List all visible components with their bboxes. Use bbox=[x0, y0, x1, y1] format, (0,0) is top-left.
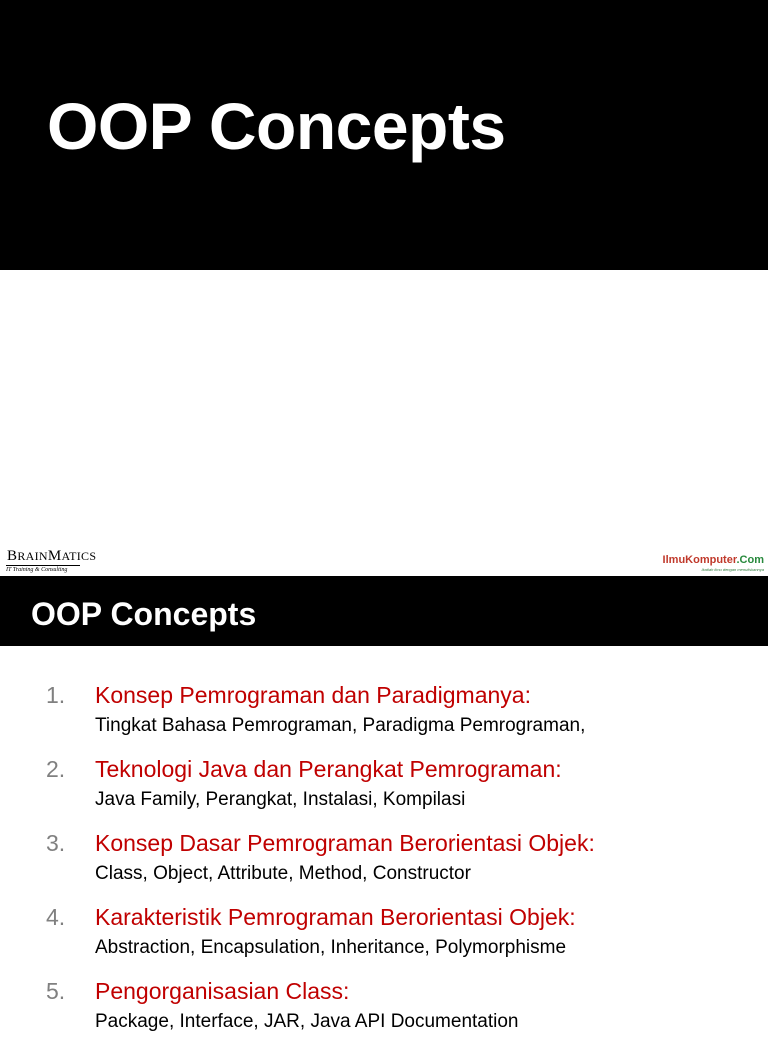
item-heading: Konsep Dasar Pemrograman Berorientasi Objek: bbox=[95, 830, 595, 856]
item-description: Java Family, Perangkat, Instalasi, Kompilasi bbox=[95, 789, 466, 810]
item-heading: Pengorganisasian Class: bbox=[95, 978, 350, 1004]
brainmatics-tagline: IT Training & Consulting bbox=[6, 567, 68, 573]
item-number: 4. bbox=[46, 904, 66, 930]
slide-2 bbox=[0, 546, 768, 1032]
item-description: Package, Interface, JAR, Java API Documentation bbox=[95, 1011, 519, 1032]
item-heading: Teknologi Java dan Perangkat Pemrograman: bbox=[95, 756, 562, 782]
topic-list bbox=[0, 682, 768, 1052]
slide-title: OOP Concepts bbox=[31, 596, 257, 632]
list-item bbox=[0, 978, 768, 1052]
brainmatics-wordmark: BRAINMATICS bbox=[7, 548, 97, 564]
list-item bbox=[0, 682, 768, 756]
item-number: 5. bbox=[46, 978, 66, 1004]
item-number: 2. bbox=[46, 756, 66, 782]
brainmatics-logo bbox=[6, 548, 97, 574]
item-description: Tingkat Bahasa Pemrograman, Paradigma Pemrograman, bbox=[95, 715, 586, 736]
title-band bbox=[0, 0, 768, 270]
item-number: 3. bbox=[46, 830, 66, 856]
item-heading: Konsep Pemrograman dan Paradigmanya: bbox=[95, 682, 531, 708]
list-item bbox=[0, 830, 768, 904]
list-item bbox=[0, 756, 768, 830]
ilmukomputer-wordmark: IlmuKomputer.Com bbox=[662, 554, 764, 566]
slide-title: OOP Concepts bbox=[47, 89, 506, 163]
ilmukomputer-tagline: Ikatlah ilmu dengan menuliskannya bbox=[701, 567, 764, 572]
list-item bbox=[0, 904, 768, 978]
title-bar bbox=[0, 576, 768, 646]
ilmukomputer-logo bbox=[663, 554, 764, 572]
item-heading: Karakteristik Pemrograman Berorientasi Objek: bbox=[95, 904, 576, 930]
item-description: Class, Object, Attribute, Method, Constructor bbox=[95, 863, 471, 884]
item-number: 1. bbox=[46, 682, 66, 708]
item-description: Abstraction, Encapsulation, Inheritance, Polymorphisme bbox=[95, 937, 567, 958]
